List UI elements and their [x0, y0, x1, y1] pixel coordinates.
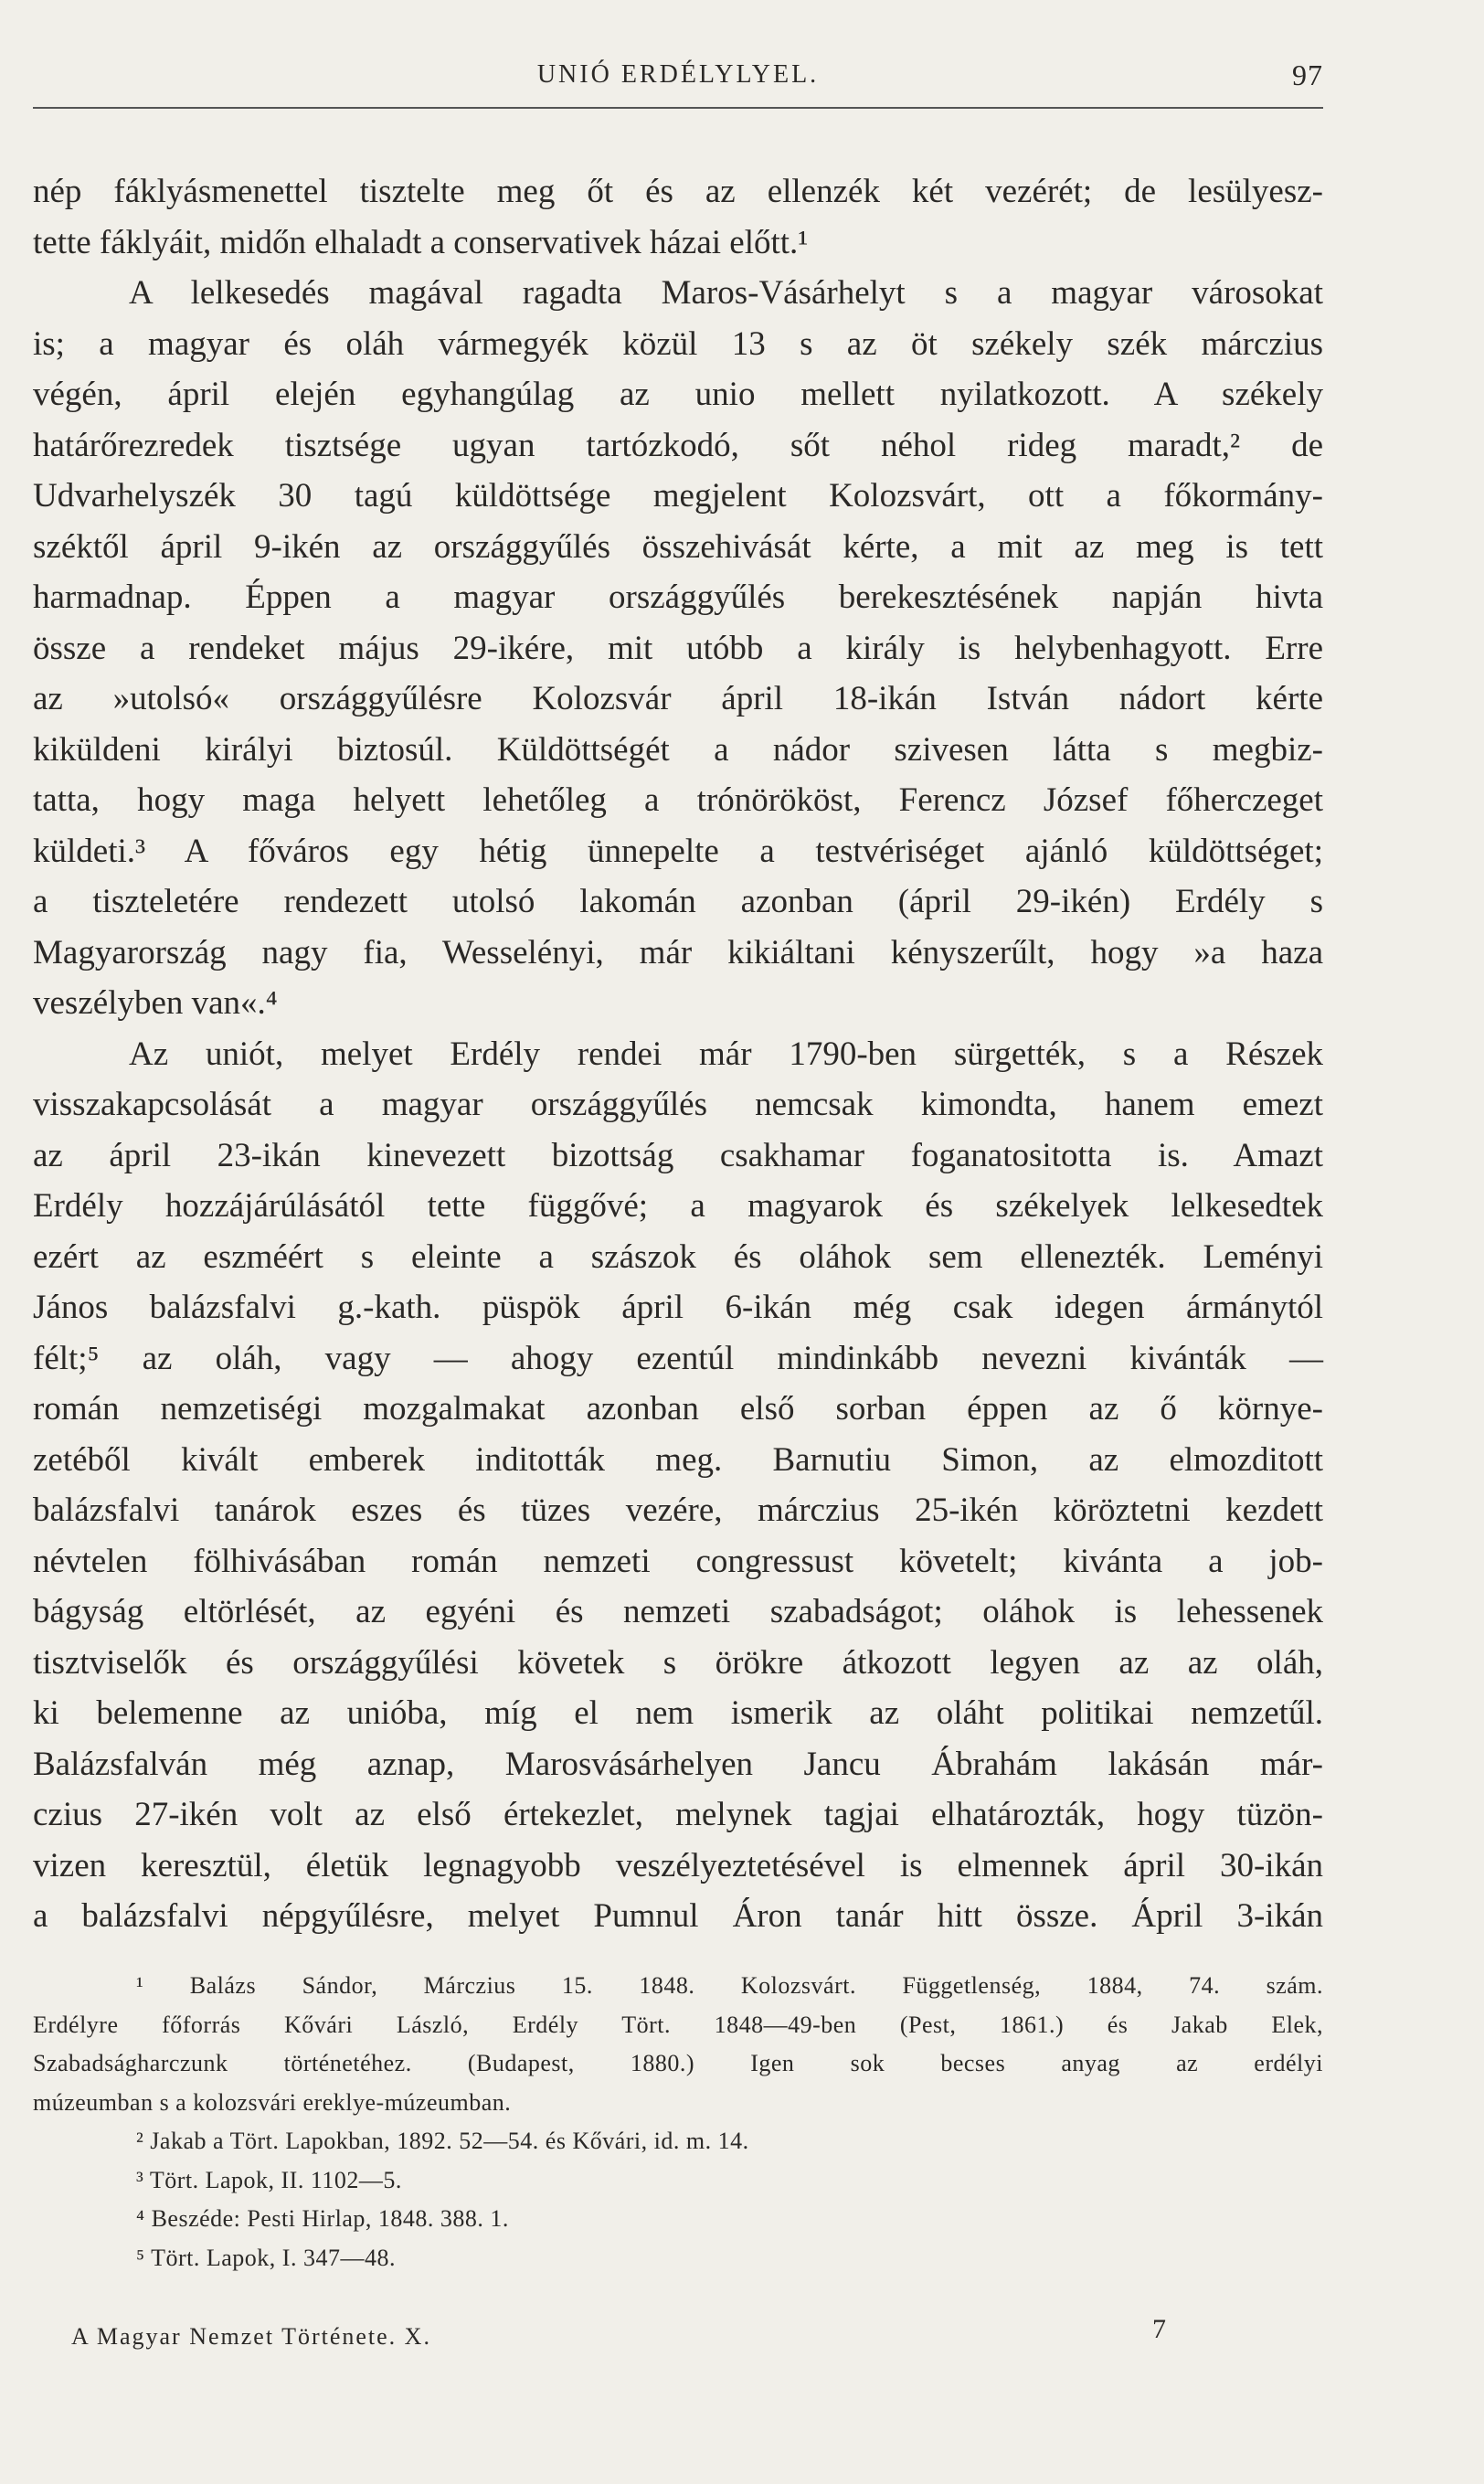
text-line: Balázsfalván még aznap, Marosvásárhelyen Jancu Ábrahám lakásán már- [33, 1745, 1323, 1783]
footnote-line: múzeumban s a kolozsvári ereklye-múzeumban. [33, 2088, 512, 2116]
text-line: Udvarhelyszék 30 tagú küldöttsége megjelent Kolozsvárt, ott a főkormány- [33, 477, 1323, 515]
text-line: tisztviselők és országgyűlési követek s örökre átkozott legyen az az oláh, [33, 1643, 1323, 1682]
text-line: veszélyben van«.⁴ [33, 984, 278, 1022]
text-line: félt;⁵ az oláh, vagy — ahogy ezentúl mindinkább nevezni kivánták — [33, 1339, 1323, 1377]
footnote-line: ⁴ Beszéde: Pesti Hirlap, 1848. 388. 1. [136, 2205, 509, 2232]
footnote-line: ⁵ Tört. Lapok, I. 347—48. [136, 2244, 396, 2271]
text-line: balázsfalvi tanárok eszes és tüzes vezére, márczius 25-ikén köröztetni kezdett [33, 1491, 1323, 1529]
text-line: határőrezredek tisztsége ugyan tartózkodó, sőt néhol rideg maradt,² de [33, 426, 1323, 464]
running-head-title: UNIÓ ERDÉLYLYEL. [536, 60, 820, 89]
paragraph-start-line: A lelkesedés magával ragadta Maros-Vásárhelyt s a magyar városokat [129, 274, 1323, 312]
text-line: össze a rendeket május 29-ikére, mit utóbb a király is helybenhagyott. Erre [33, 629, 1323, 667]
footnotes [33, 1967, 1323, 2277]
text-line: tette fáklyáit, midőn elhaladt a conservativek házai előtt.¹ [33, 223, 809, 261]
text-line: névtelen fölhivásában román nemzeti congressust követelt; kivánta a job- [33, 1542, 1323, 1580]
text-line: román nemzetiségi mozgalmakat azonban első sorban éppen az ő környe- [33, 1390, 1323, 1428]
text-line: ki belemenne az unióba, míg el nem ismerik az oláht politikai nemzetűl. [33, 1694, 1323, 1732]
footnote-line: Szabadságharczunk történetéhez. (Budapest, 1880.) Igen sok becses anyag az erdélyi [33, 2050, 1323, 2076]
text-line: nép fáklyásmenettel tisztelte meg őt és az ellenzék két vezérét; de lesülyesz- [33, 173, 1323, 210]
text-line: ezért az eszméért s eleinte a szászok és oláhok sem ellenezték. Leményi [33, 1237, 1323, 1276]
footnote-line: ¹ Balázs Sándor, Márczius 15. 1848. Kolozsvárt. Függetlenség, 1884, 74. szám. [136, 1972, 1323, 1999]
text-line: visszakapcsolását a magyar országgyűlés nemcsak kimondta, hanem emezt [33, 1086, 1323, 1123]
text-line: bágyság eltörlését, az egyéni és nemzeti szabadságot; oláhok is lehessenek [33, 1593, 1323, 1630]
running-head [33, 53, 1323, 108]
text-line: az »utolsó« országgyűlésre Kolozsvár ápril 18-ikán István nádort kérte [33, 680, 1323, 717]
text-line: czius 27-ikén volt az első értekezlet, melynek tagjai elhatározták, hogy tüzön- [33, 1796, 1323, 1833]
text-line: harmadnap. Éppen a magyar országgyűlés berekesztésének napján hivta [33, 579, 1323, 616]
text-line: széktől ápril 9-ikén az országgyűlés összehivását kérte, a mit az meg is tett [33, 527, 1323, 566]
footnote-line: Erdélyre főforrás Kővári László, Erdély Tört. 1848—49-ben (Pest, 1861.) és Jakab Elek, [33, 2011, 1323, 2038]
text-line: vizen keresztül, életük legnagyobb veszélyeztetésével is elmennek ápril 30-ikán [33, 1846, 1323, 1884]
text-line: a tiszteletére rendezett utolsó lakomán azonban (ápril 29-ikén) Erdély s [33, 883, 1323, 920]
page-number: 97 [1292, 58, 1323, 91]
text-line: végén, ápril elején egyhangúlag az unio mellett nyilatkozott. A székely [33, 376, 1323, 413]
text-line: a balázsfalvi népgyűlésre, melyet Pumnul Áron tanár hitt össze. Ápril 3-ikán [33, 1897, 1323, 1935]
book-title: A Magyar Nemzet Története. X. [71, 2323, 431, 2350]
text-line: küldeti.³ A főváros egy hétig ünnepelte a testvériséget ajánló küldöttséget; [33, 832, 1323, 870]
text-line: is; a magyar és oláh vármegyék közül 13 s az öt székely szék márczius [33, 324, 1323, 363]
header-rule [33, 107, 1323, 109]
footnote-line: ³ Tört. Lapok, II. 1102—5. [136, 2166, 402, 2193]
text-line: Magyarország nagy fia, Wesselényi, már kikiáltani kényszerűlt, hogy »a haza [33, 933, 1323, 971]
text-line: kiküldeni királyi biztosúl. Küldöttségét a nádor szivesen látta s megbiz- [33, 730, 1323, 769]
text-line: az ápril 23-ikán kinevezett bizottság csakhamar foganatositotta is. Amazt [33, 1136, 1323, 1174]
body-text [33, 166, 1323, 1942]
text-line: Erdély hozzájárúlásától tette függővé; a magyarok és székelyek lelkesedtek [33, 1187, 1323, 1225]
paragraph-start-line: Az uniót, melyet Erdély rendei már 1790-ben sürgették, s a Részek [129, 1035, 1323, 1073]
page-footer [33, 2314, 1323, 2351]
text-line: tatta, hogy maga helyett lehetőleg a trónörököst, Ferencz József főherczeget [33, 781, 1323, 819]
text-line: zetéből kivált emberek inditották meg. Barnutiu Simon, az elmozditott [33, 1440, 1323, 1479]
footnote-line: ² Jakab a Tört. Lapokban, 1892. 52—54. és Kővári, id. m. 14. [136, 2128, 749, 2154]
text-line: János balázsfalvi g.-kath. püspök ápril 6-ikán még csak idegen ármánytól [33, 1289, 1323, 1326]
signature-mark: 7 [1152, 2314, 1168, 2344]
